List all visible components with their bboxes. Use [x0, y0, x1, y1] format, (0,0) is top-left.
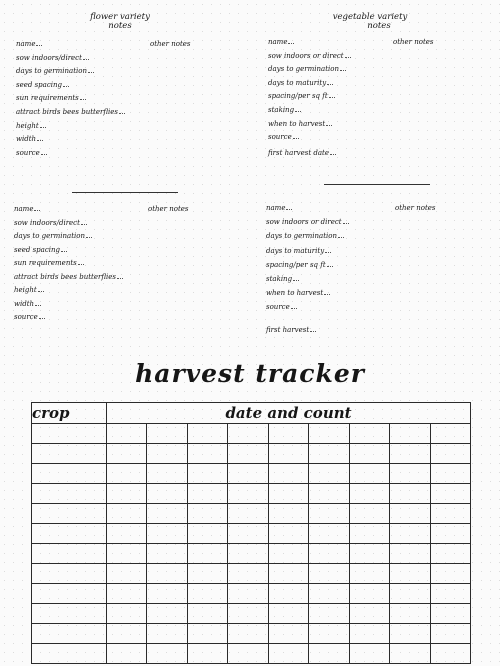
date-count-cell: [187, 424, 227, 444]
field-label: width: [16, 135, 43, 143]
other-notes-label: other notes: [148, 205, 189, 213]
date-count-cell: [349, 604, 389, 624]
date-count-cell: [147, 604, 187, 624]
tracker-row: [32, 464, 471, 484]
dotted-leader: [338, 237, 344, 238]
date-count-cell: [349, 524, 389, 544]
date-count-cell: [349, 624, 389, 644]
date-count-cell: [187, 584, 227, 604]
dotted-leader: [36, 45, 42, 46]
date-count-cell: [187, 444, 227, 464]
date-count-cell: [107, 444, 147, 464]
date-count-cell: [147, 424, 187, 444]
date-count-cell: [268, 544, 308, 564]
tracker-row: [32, 524, 471, 544]
field-label: first harvest: [266, 326, 316, 334]
field-label: spacing/per sq ft: [268, 92, 335, 100]
date-count-cell: [268, 504, 308, 524]
date-count-cell: [147, 524, 187, 544]
section-divider: [72, 192, 178, 193]
tracker-row: [32, 544, 471, 564]
date-count-cell: [228, 544, 268, 564]
dotted-leader: [286, 209, 292, 210]
field-label: width: [14, 300, 41, 308]
date-count-cell: [228, 524, 268, 544]
dotted-leader: [40, 127, 46, 128]
date-count-cell: [228, 484, 268, 504]
flower-title-line2: notes: [108, 21, 132, 31]
dotted-leader: [293, 138, 299, 139]
date-count-cell: [309, 624, 349, 644]
date-count-cell: [430, 484, 471, 504]
date-count-cell: [349, 644, 389, 664]
date-count-cell: [268, 464, 308, 484]
other-notes-label: other notes: [393, 38, 434, 46]
date-count-cell: [268, 624, 308, 644]
date-count-cell: [187, 524, 227, 544]
crop-cell: [32, 564, 107, 584]
field-label: days to maturity: [268, 79, 333, 87]
date-count-cell: [309, 504, 349, 524]
date-count-cell: [349, 584, 389, 604]
date-count-cell: [107, 624, 147, 644]
dotted-leader: [324, 294, 330, 295]
field-label: sun requirements: [14, 259, 84, 267]
date-count-cell: [228, 584, 268, 604]
field-label: name: [14, 205, 40, 213]
date-count-cell: [107, 644, 147, 664]
date-count-cell: [147, 584, 187, 604]
date-count-cell: [309, 644, 349, 664]
date-count-cell: [309, 424, 349, 444]
date-count-cell: [228, 464, 268, 484]
tracker-row: [32, 604, 471, 624]
field-label: sow indoors or direct: [266, 218, 349, 226]
date-count-cell: [107, 524, 147, 544]
crop-cell: [32, 624, 107, 644]
date-count-cell: [187, 484, 227, 504]
date-count-cell: [107, 424, 147, 444]
dotted-leader: [119, 113, 125, 114]
date-count-cell: [187, 544, 227, 564]
date-count-cell: [430, 564, 471, 584]
tracker-row: [32, 484, 471, 504]
date-count-cell: [268, 564, 308, 584]
date-count-cell: [147, 644, 187, 664]
date-count-cell: [187, 604, 227, 624]
date-count-cell: [107, 504, 147, 524]
field-label: attract birds bees butterflies: [14, 273, 123, 281]
date-count-cell: [430, 464, 471, 484]
dotted-leader: [81, 224, 87, 225]
date-count-cell: [228, 564, 268, 584]
date-count-cell: [107, 544, 147, 564]
date-count-cell: [228, 604, 268, 624]
dotted-leader: [345, 57, 351, 58]
tracker-row: [32, 644, 471, 664]
date-count-cell: [430, 624, 471, 644]
dotted-leader: [63, 86, 69, 87]
dotted-leader: [78, 264, 84, 265]
date-count-cell: [430, 424, 471, 444]
dotted-leader: [291, 308, 297, 309]
date-count-cell: [147, 624, 187, 644]
dotted-leader: [327, 266, 333, 267]
date-count-cell: [228, 624, 268, 644]
date-count-cell: [147, 464, 187, 484]
date-count-cell: [187, 624, 227, 644]
date-count-cell: [430, 524, 471, 544]
dotted-leader: [34, 210, 40, 211]
date-count-cell: [430, 504, 471, 524]
dotted-leader: [61, 251, 67, 252]
date-count-cell: [390, 464, 430, 484]
other-notes-label: other notes: [150, 40, 191, 48]
date-count-cell: [187, 504, 227, 524]
date-count-cell: [349, 464, 389, 484]
date-count-cell: [107, 584, 147, 604]
dotted-leader: [117, 278, 123, 279]
dotted-leader: [293, 280, 299, 281]
date-count-cell: [309, 464, 349, 484]
date-count-cell: [309, 524, 349, 544]
dotted-leader: [330, 154, 336, 155]
field-label: sow indoors/direct: [14, 219, 87, 227]
date-count-cell: [187, 564, 227, 584]
field-label: sun requirements: [16, 94, 86, 102]
date-count-cell: [147, 504, 187, 524]
date-count-cell: [390, 424, 430, 444]
dotted-leader: [88, 72, 94, 73]
vegetable-title-line2: notes: [367, 21, 391, 31]
field-label: when to harvest: [266, 289, 330, 297]
crop-cell: [32, 644, 107, 664]
harvest-tracker-title: harvest tracker: [135, 359, 365, 388]
field-label: sow indoors/direct: [16, 54, 89, 62]
field-label: name: [266, 204, 292, 212]
date-count-cell: [147, 484, 187, 504]
crop-cell: [32, 524, 107, 544]
date-count-cell: [430, 644, 471, 664]
date-count-cell: [309, 564, 349, 584]
field-label: source: [14, 313, 45, 321]
crop-cell: [32, 444, 107, 464]
date-count-cell: [349, 424, 389, 444]
flower-notes-title: [70, 13, 170, 31]
date-count-cell: [147, 544, 187, 564]
field-label: when to harvest: [268, 120, 332, 128]
field-label: staking: [266, 275, 299, 283]
dotted-leader: [326, 125, 332, 126]
dotted-leader: [86, 237, 92, 238]
other-notes-label: other notes: [395, 204, 436, 212]
field-label: name: [268, 38, 294, 46]
date-count-cell: [309, 444, 349, 464]
field-label: days to germination: [268, 65, 346, 73]
flower-title-line1: flower variety: [90, 12, 150, 22]
field-label: first harvest date: [268, 149, 336, 157]
date-count-cell: [390, 484, 430, 504]
field-label: days to germination: [14, 232, 92, 240]
dotted-leader: [39, 318, 45, 319]
date-count-cell: [107, 464, 147, 484]
dotted-leader: [80, 99, 86, 100]
crop-cell: [32, 584, 107, 604]
dotted-leader: [325, 252, 331, 253]
vegetable-title-line1: vegetable variety: [332, 12, 408, 22]
dotted-leader: [83, 59, 89, 60]
dotted-leader: [38, 291, 44, 292]
date-count-cell: [147, 564, 187, 584]
date-count-cell: [309, 604, 349, 624]
crop-header: crop: [32, 403, 107, 424]
dotted-leader: [288, 43, 294, 44]
date-count-cell: [349, 484, 389, 504]
field-label: spacing/per sq ft: [266, 261, 333, 269]
date-count-cell: [430, 604, 471, 624]
dotted-leader: [37, 140, 43, 141]
date-count-cell: [309, 584, 349, 604]
field-label: source: [16, 149, 47, 157]
date-count-cell: [390, 624, 430, 644]
field-label: seed spacing: [16, 81, 69, 89]
date-count-cell: [390, 444, 430, 464]
field-label: seed spacing: [14, 246, 67, 254]
date-count-cell: [349, 544, 389, 564]
date-count-cell: [390, 564, 430, 584]
date-count-cell: [430, 584, 471, 604]
dotted-leader: [41, 154, 47, 155]
field-label: name: [16, 40, 42, 48]
field-label: sow indoors or direct: [268, 52, 351, 60]
field-label: source: [268, 133, 299, 141]
field-label: attract birds bees butterflies: [16, 108, 125, 116]
date-count-cell: [309, 484, 349, 504]
date-count-cell: [268, 484, 308, 504]
date-count-cell: [390, 604, 430, 624]
date-count-cell: [228, 424, 268, 444]
tracker-row: [32, 564, 471, 584]
dotted-leader: [35, 305, 41, 306]
date-and-count-header: date and count: [107, 403, 471, 424]
date-count-cell: [268, 524, 308, 544]
date-count-cell: [268, 444, 308, 464]
date-count-cell: [390, 504, 430, 524]
crop-cell: [32, 484, 107, 504]
date-count-cell: [187, 464, 227, 484]
date-count-cell: [147, 444, 187, 464]
crop-cell: [32, 424, 107, 444]
dotted-leader: [295, 111, 301, 112]
date-count-cell: [390, 524, 430, 544]
date-count-cell: [349, 504, 389, 524]
tracker-header-row: [32, 403, 471, 424]
date-count-cell: [228, 504, 268, 524]
date-count-cell: [390, 584, 430, 604]
field-label: days to germination: [266, 232, 344, 240]
date-count-cell: [268, 604, 308, 624]
date-count-cell: [390, 644, 430, 664]
section-divider: [324, 184, 430, 185]
date-count-cell: [187, 644, 227, 664]
vegetable-notes-title: [315, 13, 425, 31]
tracker-row: [32, 584, 471, 604]
date-count-cell: [107, 564, 147, 584]
date-count-cell: [430, 444, 471, 464]
date-count-cell: [107, 604, 147, 624]
tracker-row: [32, 624, 471, 644]
date-count-cell: [268, 584, 308, 604]
dotted-leader: [310, 331, 316, 332]
harvest-tracker-table: [31, 402, 471, 664]
crop-cell: [32, 544, 107, 564]
field-label: days to germination: [16, 67, 94, 75]
dotted-leader: [327, 84, 333, 85]
field-label: staking: [268, 106, 301, 114]
dotted-leader: [340, 70, 346, 71]
tracker-row: [32, 504, 471, 524]
date-count-cell: [349, 444, 389, 464]
tracker-row: [32, 444, 471, 464]
dotted-leader: [343, 223, 349, 224]
date-count-cell: [309, 544, 349, 564]
tracker-row: [32, 424, 471, 444]
date-count-cell: [349, 564, 389, 584]
date-count-cell: [228, 644, 268, 664]
date-count-cell: [107, 484, 147, 504]
field-label: height: [16, 122, 46, 130]
field-label: source: [266, 303, 297, 311]
date-count-cell: [430, 544, 471, 564]
date-count-cell: [268, 424, 308, 444]
dotted-leader: [329, 97, 335, 98]
field-label: height: [14, 286, 44, 294]
crop-cell: [32, 464, 107, 484]
date-count-cell: [268, 644, 308, 664]
field-label: days to maturity: [266, 247, 331, 255]
date-count-cell: [228, 444, 268, 464]
crop-cell: [32, 504, 107, 524]
date-count-cell: [390, 544, 430, 564]
crop-cell: [32, 604, 107, 624]
